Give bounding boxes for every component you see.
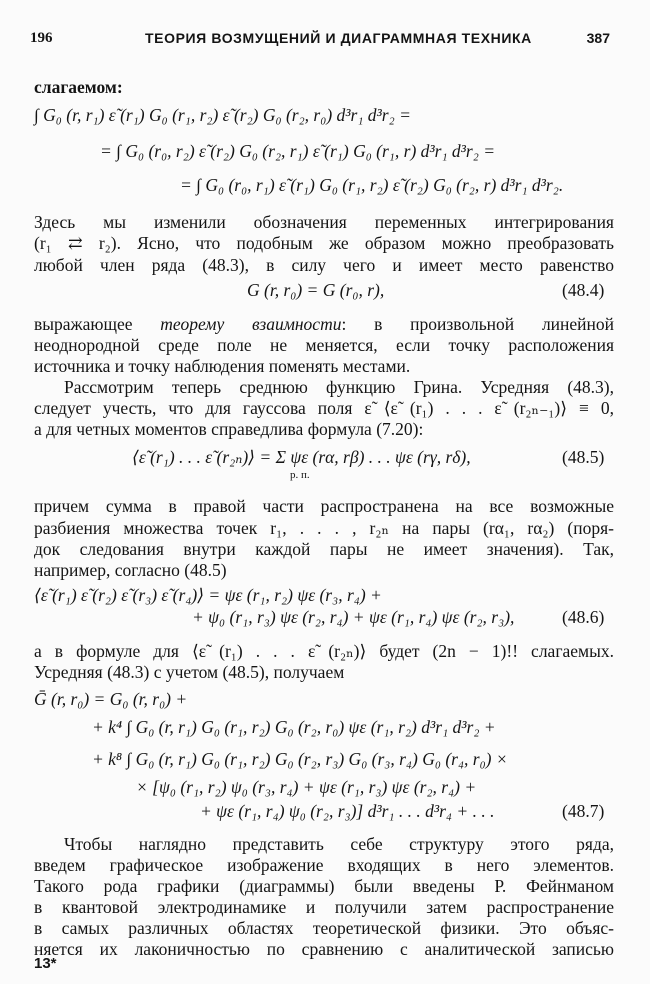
- text-line: Такого рода графики (диаграммы) были введены Р. Фейнманом: [34, 876, 614, 896]
- text-line: причем сумма в правой части распространена на все возможные: [34, 496, 614, 516]
- equation-line: = ∫ G₀ (r₀, r₂) ε̃ (r₂) G₀ (r₂, r₁) ε̃ (r₁) G₀ (r₁, r) d³r₁ d³r₂ =: [100, 141, 495, 161]
- equation-48-4: G (r, r₀) = G (r₀, r),: [247, 280, 385, 300]
- text-line: в квантовой электродинамике и получили затем распространение: [34, 897, 614, 917]
- text-line: например, согласно (48.5): [34, 560, 227, 580]
- equation-line: + ψ₀ (r₁, r₃) ψε (r₂, r₄) + ψε (r₁, r₄) ψε (r₂, r₃),: [192, 607, 515, 627]
- text-line: [34, 313, 614, 335]
- text-line: Усредняя (48.3) с учетом (48.5), получаем: [34, 662, 345, 682]
- text-line: следует учесть, что для гауссова поля ε̃ ⟨ε̃ (r₁) . . . ε̃ (r₂ₙ₋₁)⟩ ≡ 0,: [34, 398, 614, 418]
- equation-number: (48.6): [562, 607, 605, 627]
- text-line: введем графическое изображение входящих в него элементов.: [34, 855, 614, 875]
- text-line: источника и точку наблюдения поменять местами.: [34, 356, 411, 376]
- running-head-title: ТЕОРИЯ ВОЗМУЩЕНИЙ И ДИАГРАММНАЯ ТЕХНИКА: [145, 30, 532, 46]
- text-run: : в произвольной линейной: [341, 314, 615, 334]
- theorem-name: теорему взаимности: [160, 314, 342, 334]
- page-number: 387: [586, 30, 610, 46]
- text-run: выражающее: [34, 314, 133, 334]
- text-line: Чтобы наглядно представить себе структуру этого ряда,: [64, 834, 614, 854]
- text-line: Рассмотрим теперь среднюю функцию Грина. Усредняя (48.3),: [64, 377, 614, 397]
- signature-mark: 13*: [34, 955, 57, 972]
- equation-number: (48.4): [562, 280, 605, 300]
- equation-line: × [ψ₀ (r₁, r₂) ψ₀ (r₃, r₄) + ψε (r₁, r₃) ψε (r₂, r₄) +: [136, 777, 477, 797]
- text-line: а для четных моментов справедлива формула (7.20):: [34, 419, 424, 439]
- text-line: слагаемом:: [34, 77, 123, 97]
- equation-number: (48.7): [562, 801, 605, 821]
- equation-line: ∫ G₀ (r, r₁) ε̃ (r₁) G₀ (r₁, r₂) ε̃ (r₂) G₀ (r₂, r₀) d³r₁ d³r₂ =: [34, 105, 411, 125]
- text-line: а в формуле для ⟨ε̃ (r₁) . . . ε̃ (r₂ₙ)⟩ будет (2n − 1)!! слагаемых.: [34, 641, 614, 661]
- text-line: док следования внутри каждой пары не имеет значения). Так,: [34, 539, 614, 559]
- equation-line: + k⁴ ∫ G₀ (r, r₁) G₀ (r₁, r₂) G₀ (r₂, r₀) ψε (r₁, r₂) d³r₁ d³r₂ +: [92, 717, 496, 737]
- equation-line: ⟨ε̃ (r₁) ε̃ (r₂) ε̃ (r₃) ε̃ (r₄)⟩ = ψε (r₁, r₂) ψε (r₃, r₄) +: [34, 585, 382, 605]
- text-line: неоднородной среде поле не меняется, если точку расположения: [34, 335, 614, 355]
- text-line: Здесь мы изменили обозначения переменных интегрирования: [34, 212, 614, 232]
- equation-line: Ḡ (r, r₀) = G₀ (r, r₀) +: [34, 689, 188, 709]
- equation-line: = ∫ G₀ (r₀, r₁) ε̃ (r₁) G₀ (r₁, r₂) ε̃ (r₂) G₀ (r₂, r) d³r₁ d³r₂.: [180, 175, 564, 195]
- sum-subscript: р. п.: [290, 469, 310, 481]
- text-line: (r₁ ⇄ r₂). Ясно, что подобным же образом можно преобразовать: [34, 233, 614, 253]
- text-line: в самых различных областях теоретической физики. Это объяс-: [34, 918, 614, 938]
- equation-line: + k⁸ ∫ G₀ (r, r₁) G₀ (r₁, r₂) G₀ (r₂, r₃) G₀ (r₃, r₄) G₀ (r₄, r₀) ×: [92, 749, 508, 769]
- equation-line: + ψε (r₁, r₄) ψ₀ (r₂, r₃)] d³r₁ . . . d³r₄ + . . .: [200, 801, 495, 821]
- text-line: разбиения множества точек r₁, . . . , r₂ₙ на пары (rα₁, rα₂) (поря-: [34, 518, 614, 538]
- equation-48-5: ⟨ε̃ (r₁) . . . ε̃ (r₂ₙ)⟩ = Σ ψε (rα, rβ) . . . ψε (rγ, rδ),: [132, 447, 471, 467]
- running-head-left: 196: [30, 30, 53, 46]
- text-line: няется их лаконичностью по сравнению с аналитической записью: [34, 939, 614, 959]
- equation-number: (48.5): [562, 447, 605, 467]
- text-line: любой член ряда (48.3), в силу чего и имеет место равенство: [34, 255, 614, 275]
